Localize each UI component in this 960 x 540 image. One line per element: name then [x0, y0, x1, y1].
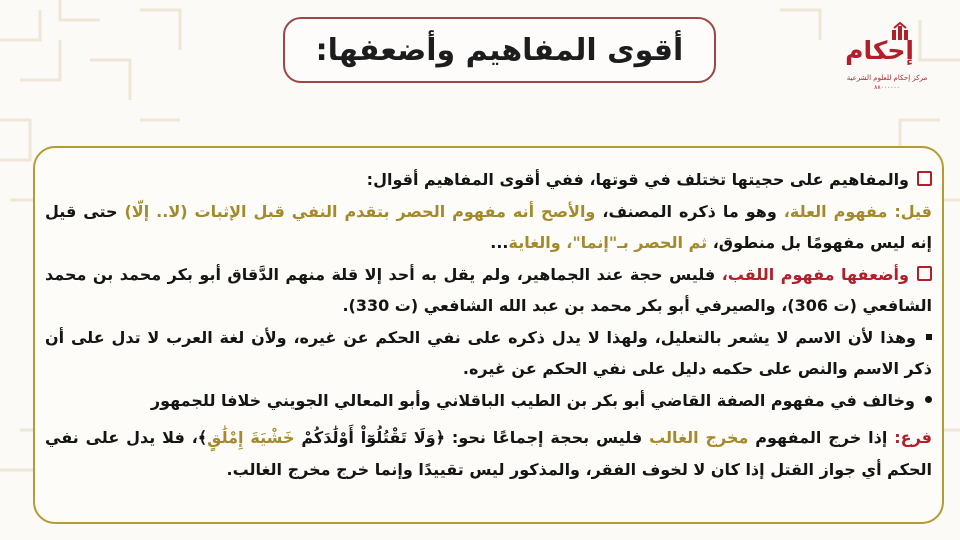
paragraph-6 [45, 422, 932, 485]
p6-text-d: فليس بحجة إجماعًا نحو: ﴿وَلَا تَقْتُلُوٓاْ أَوْلَٰدَكُمْ [294, 428, 650, 447]
paragraph-1 [45, 164, 932, 196]
content-text [45, 164, 932, 485]
logo [840, 22, 936, 100]
p5-text: وخالف في مفهوم الصفة القاضي أبو بكر بن الطيب الباقلاني وأبو المعالي الجويني خلافا للجمهور [150, 390, 915, 410]
p6-text-b: إذا خرج المفهوم [748, 428, 895, 447]
p6-text-e: خَشْيَةَ إِمْلَٰقٍ [207, 428, 295, 447]
paragraph-2 [45, 196, 932, 259]
paragraph-3 [45, 259, 932, 322]
checkbox-bullet-icon [917, 171, 932, 186]
paragraph-5 [45, 385, 932, 417]
dot-bullet-icon [925, 396, 932, 403]
title-box [283, 17, 716, 83]
p2-text-f: ... [490, 233, 509, 252]
checkbox-bullet-icon [917, 266, 932, 281]
p3-text-b: فليس حجة عند الجماهير، ولم يقل به أحد إلا قلة منهم الدَّقاق أبو بكر محمد بن محمد الشافعي (ت 306)، والصيرفي أبو بكر محمد بن عبد الله الشافعي (ت 330). [45, 264, 932, 315]
p6-text-f: ﴾، فلا يدل على نفي الحكم أي جواز القتل إذا كان لا لخوف الفقر، والمذكور ليس تقييدًا وإنما خرج مخرج الغالب. [45, 428, 932, 479]
p2-text-b: وهو ما ذكره المصنف، [595, 201, 784, 221]
p3-text-a: وأضعفها مفهوم اللقب، [721, 264, 909, 284]
p6-text-a: فرع: [894, 428, 933, 447]
p4-text: وهذا لأن الاسم لا يشعر بالتعليل، ولهذا لا يدل ذكره على نفي الحكم عن غيره، ولأن لغة العرب لا تدل على أن ذكر الاسم والنص على حكمه دليل على نفي الحكم عن غيره. [45, 327, 932, 378]
content-box [33, 146, 944, 524]
page-title: أقوى المفاهيم وأضعفها: [315, 32, 684, 68]
p2-text-a: قيل: مفهوم العلة، [783, 201, 933, 221]
logo-small-text: ٨٨٠٠٠٠٠٠ [874, 84, 900, 91]
logo-word: إحكام [845, 36, 914, 65]
p2-text-d: حتى قيل إنه ليس مفهومًا بل منطوق، [45, 201, 932, 252]
p1-text: والمفاهيم على حجيتها تختلف في قوتها، ففي أقوى المفاهيم أقوال: [366, 170, 909, 189]
square-bullet-icon [926, 334, 932, 340]
p2-text-c: والأصح أنه مفهوم الحصر بتقدم النفي قبل الإثبات (لا.. إلّا) [124, 201, 596, 221]
logo-subtitle: مركز إحكام للعلوم الشرعية [846, 74, 928, 82]
p2-text-e: ثم الحصر بـ"إنما"، والغاية [508, 233, 708, 252]
p6-text-c: مخرج الغالب [649, 428, 749, 447]
paragraph-4 [45, 322, 932, 385]
